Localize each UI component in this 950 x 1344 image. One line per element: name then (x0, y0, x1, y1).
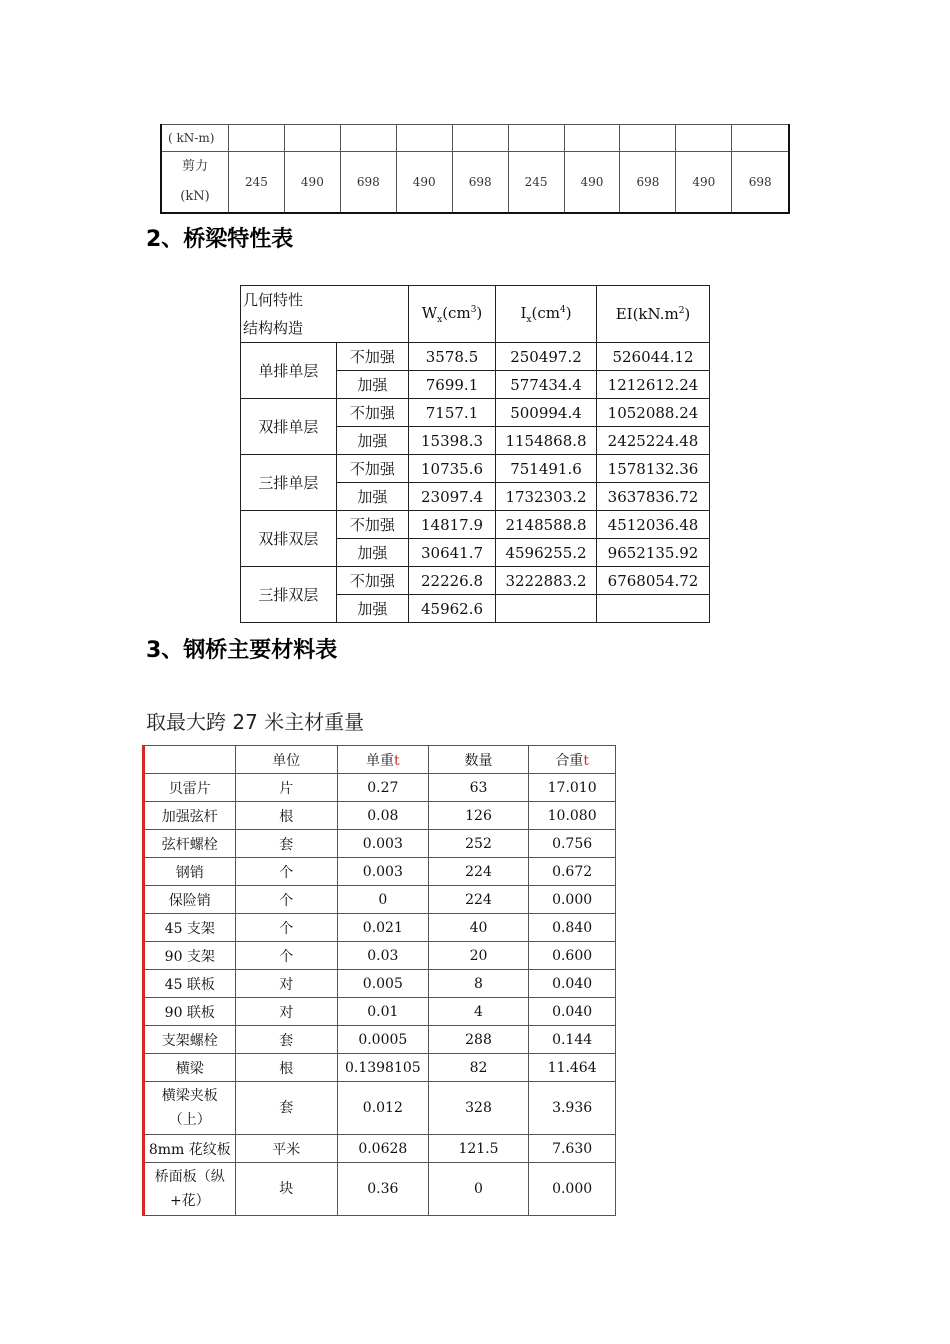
property-ei: 9652135.92 (597, 539, 710, 567)
material-total: 0.000 (529, 886, 616, 914)
material-unit: 套 (235, 1082, 337, 1135)
shear-value: 698 (732, 152, 789, 214)
shear-row-label: 剪力 (kN) (161, 152, 229, 214)
property-ei: 1052088.24 (597, 399, 710, 427)
reinforcement-type: 不加强 (336, 455, 408, 483)
property-ei: 4512036.48 (597, 511, 710, 539)
table-row (241, 455, 710, 483)
material-name: 90 联板 (144, 998, 236, 1026)
shear-value: 490 (284, 152, 340, 214)
material-unit: 套 (235, 1026, 337, 1054)
property-ix: 500994.4 (496, 399, 597, 427)
material-name: 钢销 (144, 858, 236, 886)
property-ix: 1154868.8 (496, 427, 597, 455)
table-header-row (144, 746, 616, 774)
reinforcement-type: 加强 (336, 595, 408, 623)
property-ix: 3222883.2 (496, 567, 597, 595)
material-qty: 63 (428, 774, 529, 802)
unit-row-label: ( kN-m) (161, 125, 229, 152)
table-row (144, 970, 616, 998)
material-unit-weight: 0.012 (337, 1082, 428, 1135)
materials-body (144, 774, 616, 1216)
material-total: 0.040 (529, 998, 616, 1026)
property-ix: 577434.4 (496, 371, 597, 399)
material-unit-weight: 0.1398105 (337, 1054, 428, 1082)
material-unit-weight: 0.27 (337, 774, 428, 802)
structure-group: 单排单层 (241, 343, 337, 399)
material-unit: 根 (235, 1054, 337, 1082)
material-name: 加强弦杆 (144, 802, 236, 830)
table-row (241, 343, 710, 371)
header-unit-weight: 单重t (337, 746, 428, 774)
property-wx: 7699.1 (409, 371, 496, 399)
property-ei (597, 595, 710, 623)
material-qty: 82 (428, 1054, 529, 1082)
material-unit-weight: 0.0005 (337, 1026, 428, 1054)
property-wx: 23097.4 (409, 483, 496, 511)
material-name: 8mm 花纹板 (144, 1135, 236, 1163)
material-unit: 套 (235, 830, 337, 858)
shear-value: 698 (452, 152, 508, 214)
material-unit: 个 (235, 942, 337, 970)
property-ei: 1578132.36 (597, 455, 710, 483)
material-total: 17.010 (529, 774, 616, 802)
table-row (144, 858, 616, 886)
shear-table (160, 124, 790, 214)
corner-header: 几何特性 结构构造 (241, 286, 409, 343)
material-qty: 126 (428, 802, 529, 830)
material-unit-weight: 0.08 (337, 802, 428, 830)
header-total: 合重t (529, 746, 616, 774)
property-ei: 1212612.24 (597, 371, 710, 399)
properties-body (241, 343, 710, 623)
property-ei: 3637836.72 (597, 483, 710, 511)
materials-table (142, 745, 616, 1216)
property-ix: 2148588.8 (496, 511, 597, 539)
material-total: 0.600 (529, 942, 616, 970)
material-total: 0.756 (529, 830, 616, 858)
material-qty: 4 (428, 998, 529, 1026)
table-row (144, 914, 616, 942)
property-ei: 526044.12 (597, 343, 710, 371)
material-total: 11.464 (529, 1054, 616, 1082)
shear-row (161, 152, 789, 214)
table-row (144, 802, 616, 830)
material-name: 支架螺栓 (144, 1026, 236, 1054)
material-total: 3.936 (529, 1082, 616, 1135)
shear-value: 245 (508, 152, 564, 214)
shear-value: 490 (676, 152, 732, 214)
shear-value: 245 (229, 152, 285, 214)
material-total: 0.840 (529, 914, 616, 942)
table-row (241, 567, 710, 595)
material-unit: 个 (235, 858, 337, 886)
header-name (144, 746, 236, 774)
reinforcement-type: 加强 (336, 539, 408, 567)
table-row (144, 1135, 616, 1163)
material-qty: 224 (428, 886, 529, 914)
property-ix: 751491.6 (496, 455, 597, 483)
table-row (144, 1026, 616, 1054)
material-name: 桥面板（纵+花） (144, 1163, 236, 1216)
table-row (144, 942, 616, 970)
material-unit: 根 (235, 802, 337, 830)
property-wx: 10735.6 (409, 455, 496, 483)
material-name: 贝雷片 (144, 774, 236, 802)
material-name: 45 联板 (144, 970, 236, 998)
property-wx: 14817.9 (409, 511, 496, 539)
material-unit-weight: 0.01 (337, 998, 428, 1026)
table-row (144, 1054, 616, 1082)
reinforcement-type: 不加强 (336, 511, 408, 539)
material-unit: 片 (235, 774, 337, 802)
reinforcement-type: 加强 (336, 427, 408, 455)
header-qty: 数量 (428, 746, 529, 774)
material-unit-weight: 0.0628 (337, 1135, 428, 1163)
shear-value: 698 (620, 152, 676, 214)
material-unit: 块 (235, 1163, 337, 1216)
material-total: 0.672 (529, 858, 616, 886)
reinforcement-type: 不加强 (336, 343, 408, 371)
material-qty: 20 (428, 942, 529, 970)
col-wx-header: $W_x(cm^3)$ (409, 286, 496, 343)
structure-group: 双排单层 (241, 399, 337, 455)
material-qty: 0 (428, 1163, 529, 1216)
material-unit-weight: 0.03 (337, 942, 428, 970)
material-name: 90 支架 (144, 942, 236, 970)
shear-value: 490 (396, 152, 452, 214)
material-qty: 121.5 (428, 1135, 529, 1163)
property-wx: 45962.6 (409, 595, 496, 623)
material-unit-weight: 0.003 (337, 858, 428, 886)
material-qty: 252 (428, 830, 529, 858)
material-total: 0.144 (529, 1026, 616, 1054)
material-unit: 对 (235, 970, 337, 998)
reinforcement-type: 不加强 (336, 567, 408, 595)
table-row (144, 1082, 616, 1135)
material-qty: 224 (428, 858, 529, 886)
structure-group: 三排双层 (241, 567, 337, 623)
header-unit: 单位 (235, 746, 337, 774)
reinforcement-type: 加强 (336, 483, 408, 511)
property-wx: 22226.8 (409, 567, 496, 595)
material-unit: 平米 (235, 1135, 337, 1163)
reinforcement-type: 加强 (336, 371, 408, 399)
section2-heading: 2、桥梁特性表 (146, 227, 294, 252)
property-ei: 6768054.72 (597, 567, 710, 595)
materials-subtitle: 取最大跨 27 米主材重量 (146, 710, 365, 734)
material-name: 保险销 (144, 886, 236, 914)
material-unit-weight: 0 (337, 886, 428, 914)
material-total: 10.080 (529, 802, 616, 830)
property-ei: 2425224.48 (597, 427, 710, 455)
material-unit: 个 (235, 886, 337, 914)
table-row (144, 1163, 616, 1216)
shear-value: 490 (564, 152, 620, 214)
reinforcement-type: 不加强 (336, 399, 408, 427)
table-row (144, 830, 616, 858)
material-total: 0.040 (529, 970, 616, 998)
section3-heading: 3、钢桥主要材料表 (146, 638, 338, 663)
table-row (241, 511, 710, 539)
material-name: 45 支架 (144, 914, 236, 942)
material-qty: 288 (428, 1026, 529, 1054)
unit-row (161, 125, 789, 152)
table-row (144, 886, 616, 914)
table-header-row (241, 286, 710, 343)
material-unit: 个 (235, 914, 337, 942)
shear-value: 698 (340, 152, 396, 214)
property-ix: 250497.2 (496, 343, 597, 371)
material-name: 横梁 (144, 1054, 236, 1082)
property-wx: 30641.7 (409, 539, 496, 567)
material-unit-weight: 0.003 (337, 830, 428, 858)
property-ix (496, 595, 597, 623)
table-row (241, 399, 710, 427)
col-ei-header: $EI(kN.m^2)$ (597, 286, 710, 343)
table-row (144, 774, 616, 802)
col-ix-header: $I_x(cm^4)$ (496, 286, 597, 343)
material-total: 0.000 (529, 1163, 616, 1216)
property-ix: 1732303.2 (496, 483, 597, 511)
property-wx: 7157.1 (409, 399, 496, 427)
material-qty: 8 (428, 970, 529, 998)
material-total: 7.630 (529, 1135, 616, 1163)
material-unit-weight: 0.36 (337, 1163, 428, 1216)
structure-group: 双排双层 (241, 511, 337, 567)
material-qty: 328 (428, 1082, 529, 1135)
material-qty: 40 (428, 914, 529, 942)
material-unit-weight: 0.021 (337, 914, 428, 942)
property-ix: 4596255.2 (496, 539, 597, 567)
property-wx: 15398.3 (409, 427, 496, 455)
material-unit: 对 (235, 998, 337, 1026)
material-name: 横梁夹板（上） (144, 1082, 236, 1135)
structure-group: 三排单层 (241, 455, 337, 511)
bridge-properties-table (240, 285, 710, 623)
table-row (144, 998, 616, 1026)
material-unit-weight: 0.005 (337, 970, 428, 998)
property-wx: 3578.5 (409, 343, 496, 371)
material-name: 弦杆螺栓 (144, 830, 236, 858)
